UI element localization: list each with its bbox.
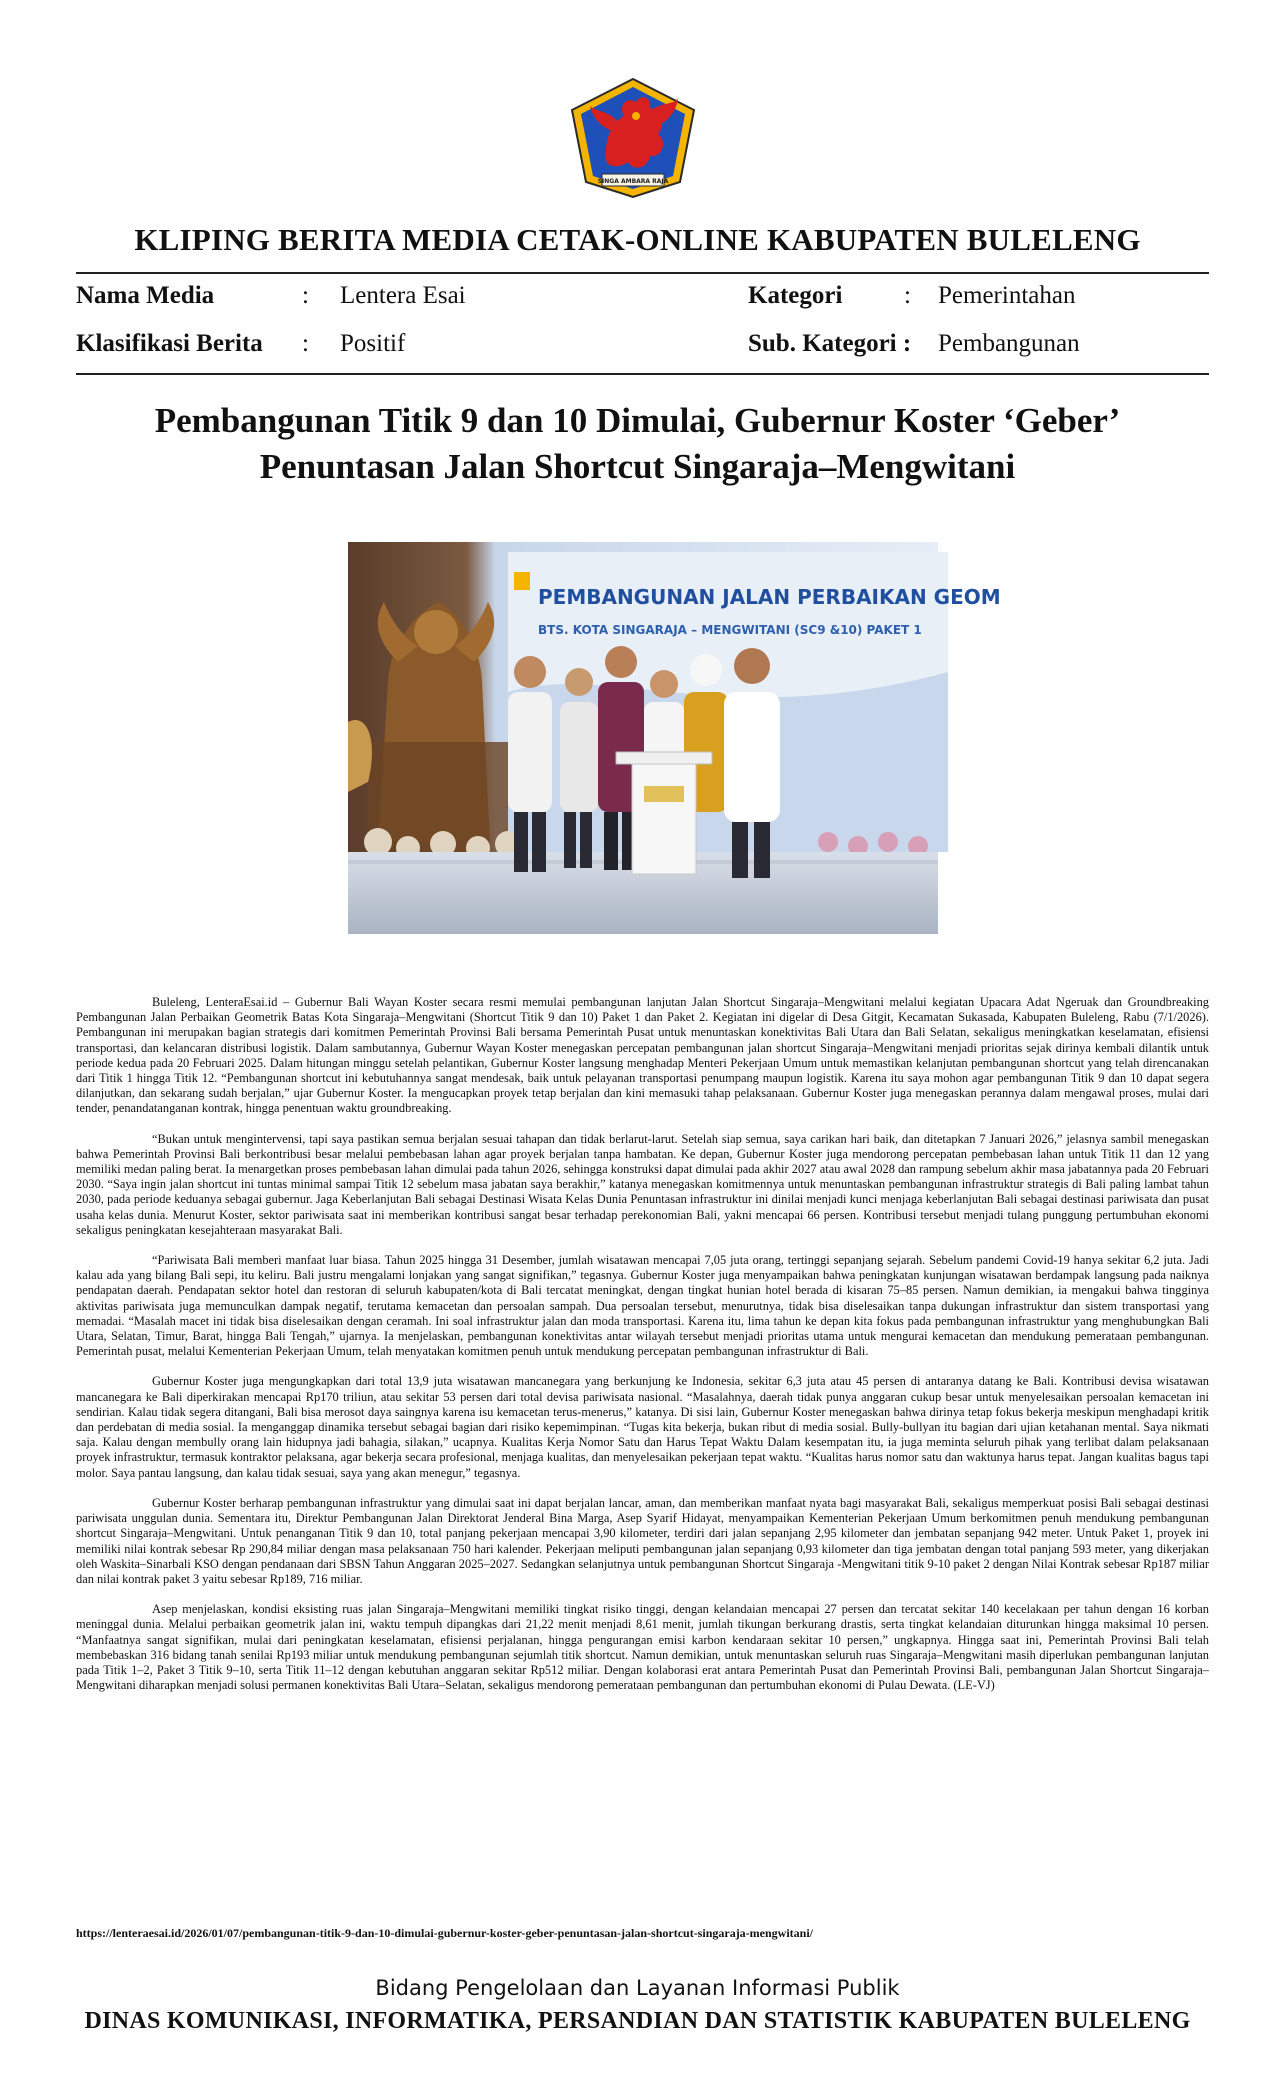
footer-agency: DINAS KOMUNIKASI, INFORMATIKA, PERSANDIAN DAN STATISTIK KABUPATEN BULELENG bbox=[84, 2008, 1191, 2034]
meta-sep-3 bbox=[302, 329, 309, 359]
meta-value-nama-media: Lentera Esai bbox=[340, 282, 466, 309]
article-photo bbox=[348, 542, 1001, 934]
article-paragraph: Buleleng, LenteraEsai.id – Gubernur Bali Wayan Koster secara resmi memulai pembangunan lanjutan Jalan Shortcut Singaraja–Mengwitani melalui kegiatan Upacara Adat Ngeruak dan Groundbreaking Pembangunan Jalan Perbaikan Geometrik Batas Kota Singaraja–Mengwitani (Shortcut Titik 9 dan 10) Paket 1 dan Paket 2. Kegiatan ini digelar di Desa Gitgit, Kecamatan Sukasada, Kabupaten Buleleng, Rabu (7/1/2026). Pembangunan ini merupakan bagian strategis dari komitmen Pemerintah Provinsi Bali bersama Pemerintah Pusat untuk menuntaskan konektivitas Bali Utara dan Bali Selatan, sekaligus meningkatkan keselamatan, efisiensi transportasi, dan kelancaran distribusi logistik. Dalam sambutannya, Gubernur Wayan Koster menegaskan percepatan pembangunan jalan shortcut Singaraja–Mengwitani menjadi prioritas sejak dirinya kembali dilantik untuk periode kedua pada 20 Februari 2025. Dalam hitungan minggu setelah pelantikan, Gubernur Koster langsung menghadap Menteri Pekerjaan Umum untuk memastikan kelanjutan pembangunan shortcut yang telah direncanakan dari Titik 1 hingga Titik 12. “Pembangunan shortcut ini kebutuhannya sangat mendesak, baik untuk pelayanan transportasi penumpang maupun logistik. Karena itu saya mohon agar pembangunan Titik 9 dan 10 dapat segera dilanjutkan, dan sekarang sudah berjalan,” ujar Gubernur Koster. Ia mengucapkan proyek tetap berjalan dan kini memasuki tahap pelaksanaan. Gubernur Koster juga menegaskan perannya dalam mengawal proses, mulai dari tender, penandatanganan kontrak, hingga penentuan waktu groundbreaking. bbox=[76, 995, 1209, 1116]
article-paragraph: Asep menjelaskan, kondisi eksisting ruas jalan Singaraja–Mengwitani memiliki tingkat risiko tinggi, dengan kelandaian mencapai 27 persen dan tercatat sekitar 140 kecelakaan per tahun dengan 16 korban meninggal dunia. Melalui perbaikan geometrik jalan ini, waktu tempuh dipangkas dari 21,22 menit menjadi 8,61 menit, jumlah tikungan berkurang drastis, serta tingkat kelandaian diturunkan hingga maksimal 10 persen. “Manfaatnya sangat signifikan, mulai dari peningkatan keselamatan, efisiensi perjalanan, hingga pengurangan emisi karbon kendaraan sekitar 10 persen,” ungkapnya. Hingga saat ini, Pemerintah Provinsi Bali telah membebaskan 316 bidang tanah senilai Rp193 miliar untuk mendukung pembangunan sejumlah titik shortcut. Namun demikian, untuk menuntaskan seluruh ruas Singaraja–Mengwitani masih diperlukan pembangunan lanjutan pada Titik 1–2, Paket 3 Titik 9–10, serta Titik 11–12 dengan kebutuhan anggaran sekitar Rp512 miliar. Dengan kolaborasi erat antara Pemerintah Pusat dan Pemerintah Provinsi Bali, pembangunan Jalan Shortcut Singaraja–Mengwitani diharapkan menjadi solusi permanen konektivitas Bali Utara–Selatan, sekaligus mendorong pemerataan pembangunan dan pertumbuhan ekonomi di Pulau Dewata. (LE-VJ) bbox=[76, 1602, 1209, 1693]
meta-kategori bbox=[748, 281, 842, 311]
article-paragraph: Gubernur Koster juga mengungkapkan dari total 13,9 juta wisatawan mancanegara yang berkunjung ke Indonesia, sekitar 6,3 juta atau 45 persen di antaranya datang ke Bali. Kontribusi devisa wisatawan mancanegara ke Bali diperkirakan mencapai Rp170 triliun, atau sekitar 53 persen dari total devisa pariwisata nasional. “Masalahnya, daerah tidak punya anggaran cukup besar untuk menyelesaikan persoalan kemacetan ini sendirian. Kalau tidak segera ditangani, Bali bisa merosot daya saingnya karena isu kemacetan terus-menerus,” katanya. Di sisi lain, Gubernur Koster menegaskan bahwa dirinya tetap fokus bekerja meskipun menghadapi kritik dan perdebatan di media sosial. Ia menganggap dinamika tersebut sebagai bagian dari risiko kepemimpinan. “Tugas kita bekerja, bukan ribut di media sosial. Bully-bullyan itu bagian dari ujian ketahanan mental. Saya nikmati saja. Kalau dengan membully orang lain hidupnya jadi bahagia, silakan,” ucapnya. Kualitas Kerja Nomor Satu dan Harus Tepat Waktu Dalam kesempatan itu, ia juga meminta seluruh pihak yang terlibat dalam pelaksanaan proyek infrastruktur, termasuk kontraktor pelaksana, agar bekerja secara profesional, menjaga kualitas, dan menyelesaikan pekerjaan tepat waktu. “Kualitas harus nomor satu dan waktunya harus tepat. Jangan kualitas bagus tapi molor. Saya pantau langsung, dan kalau tidak sesuai, saya yang akan menegur,” tegasnya. bbox=[76, 1374, 1209, 1480]
meta-separator: : bbox=[302, 282, 309, 309]
article-paragraph: Gubernur Koster berharap pembangunan infrastruktur yang dimulai saat ini dapat berjalan lancar, aman, dan memberikan manfaat nyata bagi masyarakat Bali, sekaligus memperkuat posisi Bali sebagai destinasi pariwisata unggulan dunia. Sementara itu, Direktur Pembangunan Jalan Direktorat Jenderal Bina Marga, Asep Syarif Hidayat, menyampaikan Kementerian Pekerjaan Umum berkomitmen penuh mendukung pembangunan shortcut Singaraja–Mengwitani. Untuk penanganan Titik 9 dan 10, total panjang pekerjaan mencapai 3,90 kilometer, terdiri dari jalan sepanjang 2,95 kilometer dan jembatan sepanjang 942 meter. Untuk Paket 1, proyek ini memiliki nilai kontrak sebesar Rp 290,84 miliar dengan masa pelaksanaan 750 hari kalender. Pekerjaan meliputi pembangunan jalan sepanjang 0,93 kilometer dan tiga jembatan dengan total panjang 593 meter, yang dikerjakan oleh Waskita–Sinarbali KSO dengan pendanaan dari SBSN Tahun Anggaran 2025–2027. Sedangkan selanjutnya untuk pembangunan Shortcut Singaraja -Mengwitani titik 9-10 paket 2 dengan Nilai Kontrak sebesar Rp187 miliar dan nilai kontrak paket 3 yaitu sebesar Rp189, 716 miliar. bbox=[76, 1495, 1209, 1586]
meta-separator: : bbox=[904, 282, 911, 309]
header-divider-bottom bbox=[76, 373, 1209, 375]
singa-ambara-raja-crest-icon bbox=[566, 76, 700, 200]
meta-value-klasifikasi-wrap bbox=[340, 329, 405, 359]
clipping-header-title: KLIPING BERITA MEDIA CETAK-ONLINE KABUPATEN BULELENG bbox=[134, 222, 1141, 257]
article-paragraph: “Bukan untuk mengintervensi, tapi saya pastikan semua berjalan sesuai tahapan dan tidak berlarut-larut. Setelah siap semua, saya carikan hari baik, dan ditetapkan 7 Januari 2026,” jelasnya sambil menegaskan bahwa Pemerintah Provinsi Bali berkontribusi besar melalui pembebasan lahan agar proyek berjalan tanpa hambatan. Ke depan, Gubernur Koster juga mendorong percepatan pembebasan lahan untuk Titik 11 dan 12 yang memiliki medan paling berat. Ia menargetkan proses pembebasan lahan dimulai pada tahun 2026, sehingga konstruksi dapat dimulai pada akhir 2027 atau awal 2028 dan rampung sebelum akhir masa jabatannya pada 20 Februari 2030. “Saya ingin jalan shortcut ini tuntas minimal sampai Titik 12 sebelum masa jabatan saya berakhir,” katanya menegaskan komitmennya untuk menuntaskan pembangunan infrastruktur strategis di Bali paling lambat tahun 2030, pada periode keduanya sebagai gubernur. Jaga Keberlanjutan Bali sebagai Destinasi Wisata Kelas Dunia Penuntasan infrastruktur ini dinilai menjadi kunci menjaga keberlanjutan Bali sebagai destinasi pariwisata dan pusat usaha kelas dunia. Menurut Koster, sektor pariwisata saat ini memberikan kontribusi sangat besar terhadap perekonomian Bali, yakni mencapai 66 persen. Kontribusi tersebut menjadi tulang punggung pertumbuhan ekonomi sekaligus peningkatan kesejahteraan masyarakat Bali. bbox=[76, 1131, 1209, 1237]
meta-value-kategori: Pemerintahan bbox=[938, 282, 1076, 309]
meta-label-kategori: Kategori bbox=[748, 282, 843, 309]
header-divider-top bbox=[76, 272, 1209, 274]
regency-logo bbox=[566, 76, 700, 200]
meta-sep-2 bbox=[904, 281, 911, 311]
meta-label-klasifikasi: Klasifikasi Berita bbox=[76, 330, 263, 357]
article-title-line-1: Pembangunan Titik 9 dan 10 Dimulai, Gubernur Koster ‘Geber’ bbox=[154, 401, 1121, 440]
article-title-line-2: Penuntasan Jalan Shortcut Singaraja–Mengwitani bbox=[259, 447, 1016, 486]
footer-department: Bidang Pengelolaan dan Layanan Informasi Publik bbox=[375, 1976, 900, 2000]
meta-klasifikasi bbox=[76, 329, 263, 359]
photo-banner-line-2: BTS. KOTA SINGARAJA – MENGWITANI (SC9 &10) PAKET 1 bbox=[538, 623, 922, 637]
meta-sep-1 bbox=[302, 281, 309, 311]
meta-label-sub-kategori: Sub. Kategori : bbox=[748, 330, 912, 357]
meta-label-nama-media: Nama Media bbox=[76, 282, 215, 309]
meta-value-klasifikasi: Positif bbox=[340, 330, 406, 357]
article-title bbox=[100, 398, 1175, 490]
meta-value-sub-kategori-wrap bbox=[938, 329, 1080, 359]
groundbreaking-photo-illustration bbox=[348, 542, 1001, 934]
meta-nama-media bbox=[76, 281, 214, 311]
photo-banner-line-1: PEMBANGUNAN JALAN PERBAIKAN GEOM bbox=[538, 585, 1001, 609]
source-url-link[interactable]: https://lenteraesai.id/2026/01/07/pembangunan-titik-9-dan-10-dimulai-gubernur-koster-geber-penuntasan-jalan-shortcut-singaraja-mengwitani/ bbox=[76, 1926, 814, 1940]
article-paragraph: “Pariwisata Bali memberi manfaat luar biasa. Tahun 2025 hingga 31 Desember, jumlah wisatawan mencapai 7,05 juta orang, tertinggi sepanjang sejarah. Sebelum pandemi Covid-19 hanya sekitar 6,2 juta. Jadi kalau ada yang bilang Bali sepi, itu keliru. Bali justru mengalami lonjakan yang sangat signifikan,” tegasnya. Gubernur Koster juga menyampaikan bahwa peningkatan kunjungan wisatawan berdampak langsung pada naiknya pendapatan daerah. Pendapatan sektor hotel dan restoran di seluruh kabupaten/kota di Bali tercatat meningkat, dengan tingkat hunian hotel berada di kisaran 75–85 persen. Namun demikian, ia mengakui bahwa tingginya aktivitas pariwisata juga memunculkan dampak negatif, terutama kemacetan dan persoalan sampah. Dua persoalan tersebut, menurutnya, tidak bisa diselesaikan tanpa dukungan infrastruktur dan sistem transportasi yang memadai. “Masalah macet ini tidak bisa diselesaikan dengan ceramah. Ini soal infrastruktur jalan dan moda transportasi. Karena itu, lima tahun ke depan kita fokus pada pembangunan infrastruktur yang menghubungkan Bali Utara, Selatan, Timur, Barat, hingga Bali Tengah,” ujarnya. Ia menjelaskan, pembangunan konektivitas antar wilayah tersebut menjadi prioritas utama untuk mengurai kemacetan dan mendukung pemerataan pembangunan. Pemerintah pusat, melalui Kementerian Pekerjaan Umum, telah menyatakan komitmen penuh untuk mendukung percepatan pembangunan infrastruktur di Bali. bbox=[76, 1253, 1209, 1359]
crest-banner-text: SINGA AMBARA RAJA bbox=[597, 178, 669, 185]
meta-value-sub-kategori: Pembangunan bbox=[938, 330, 1080, 357]
meta-value-nama-media-wrap bbox=[340, 281, 466, 311]
article-body bbox=[76, 995, 1209, 1708]
meta-value-kategori-wrap bbox=[938, 281, 1075, 311]
meta-separator: : bbox=[302, 330, 309, 357]
meta-sub-kategori bbox=[748, 329, 911, 359]
